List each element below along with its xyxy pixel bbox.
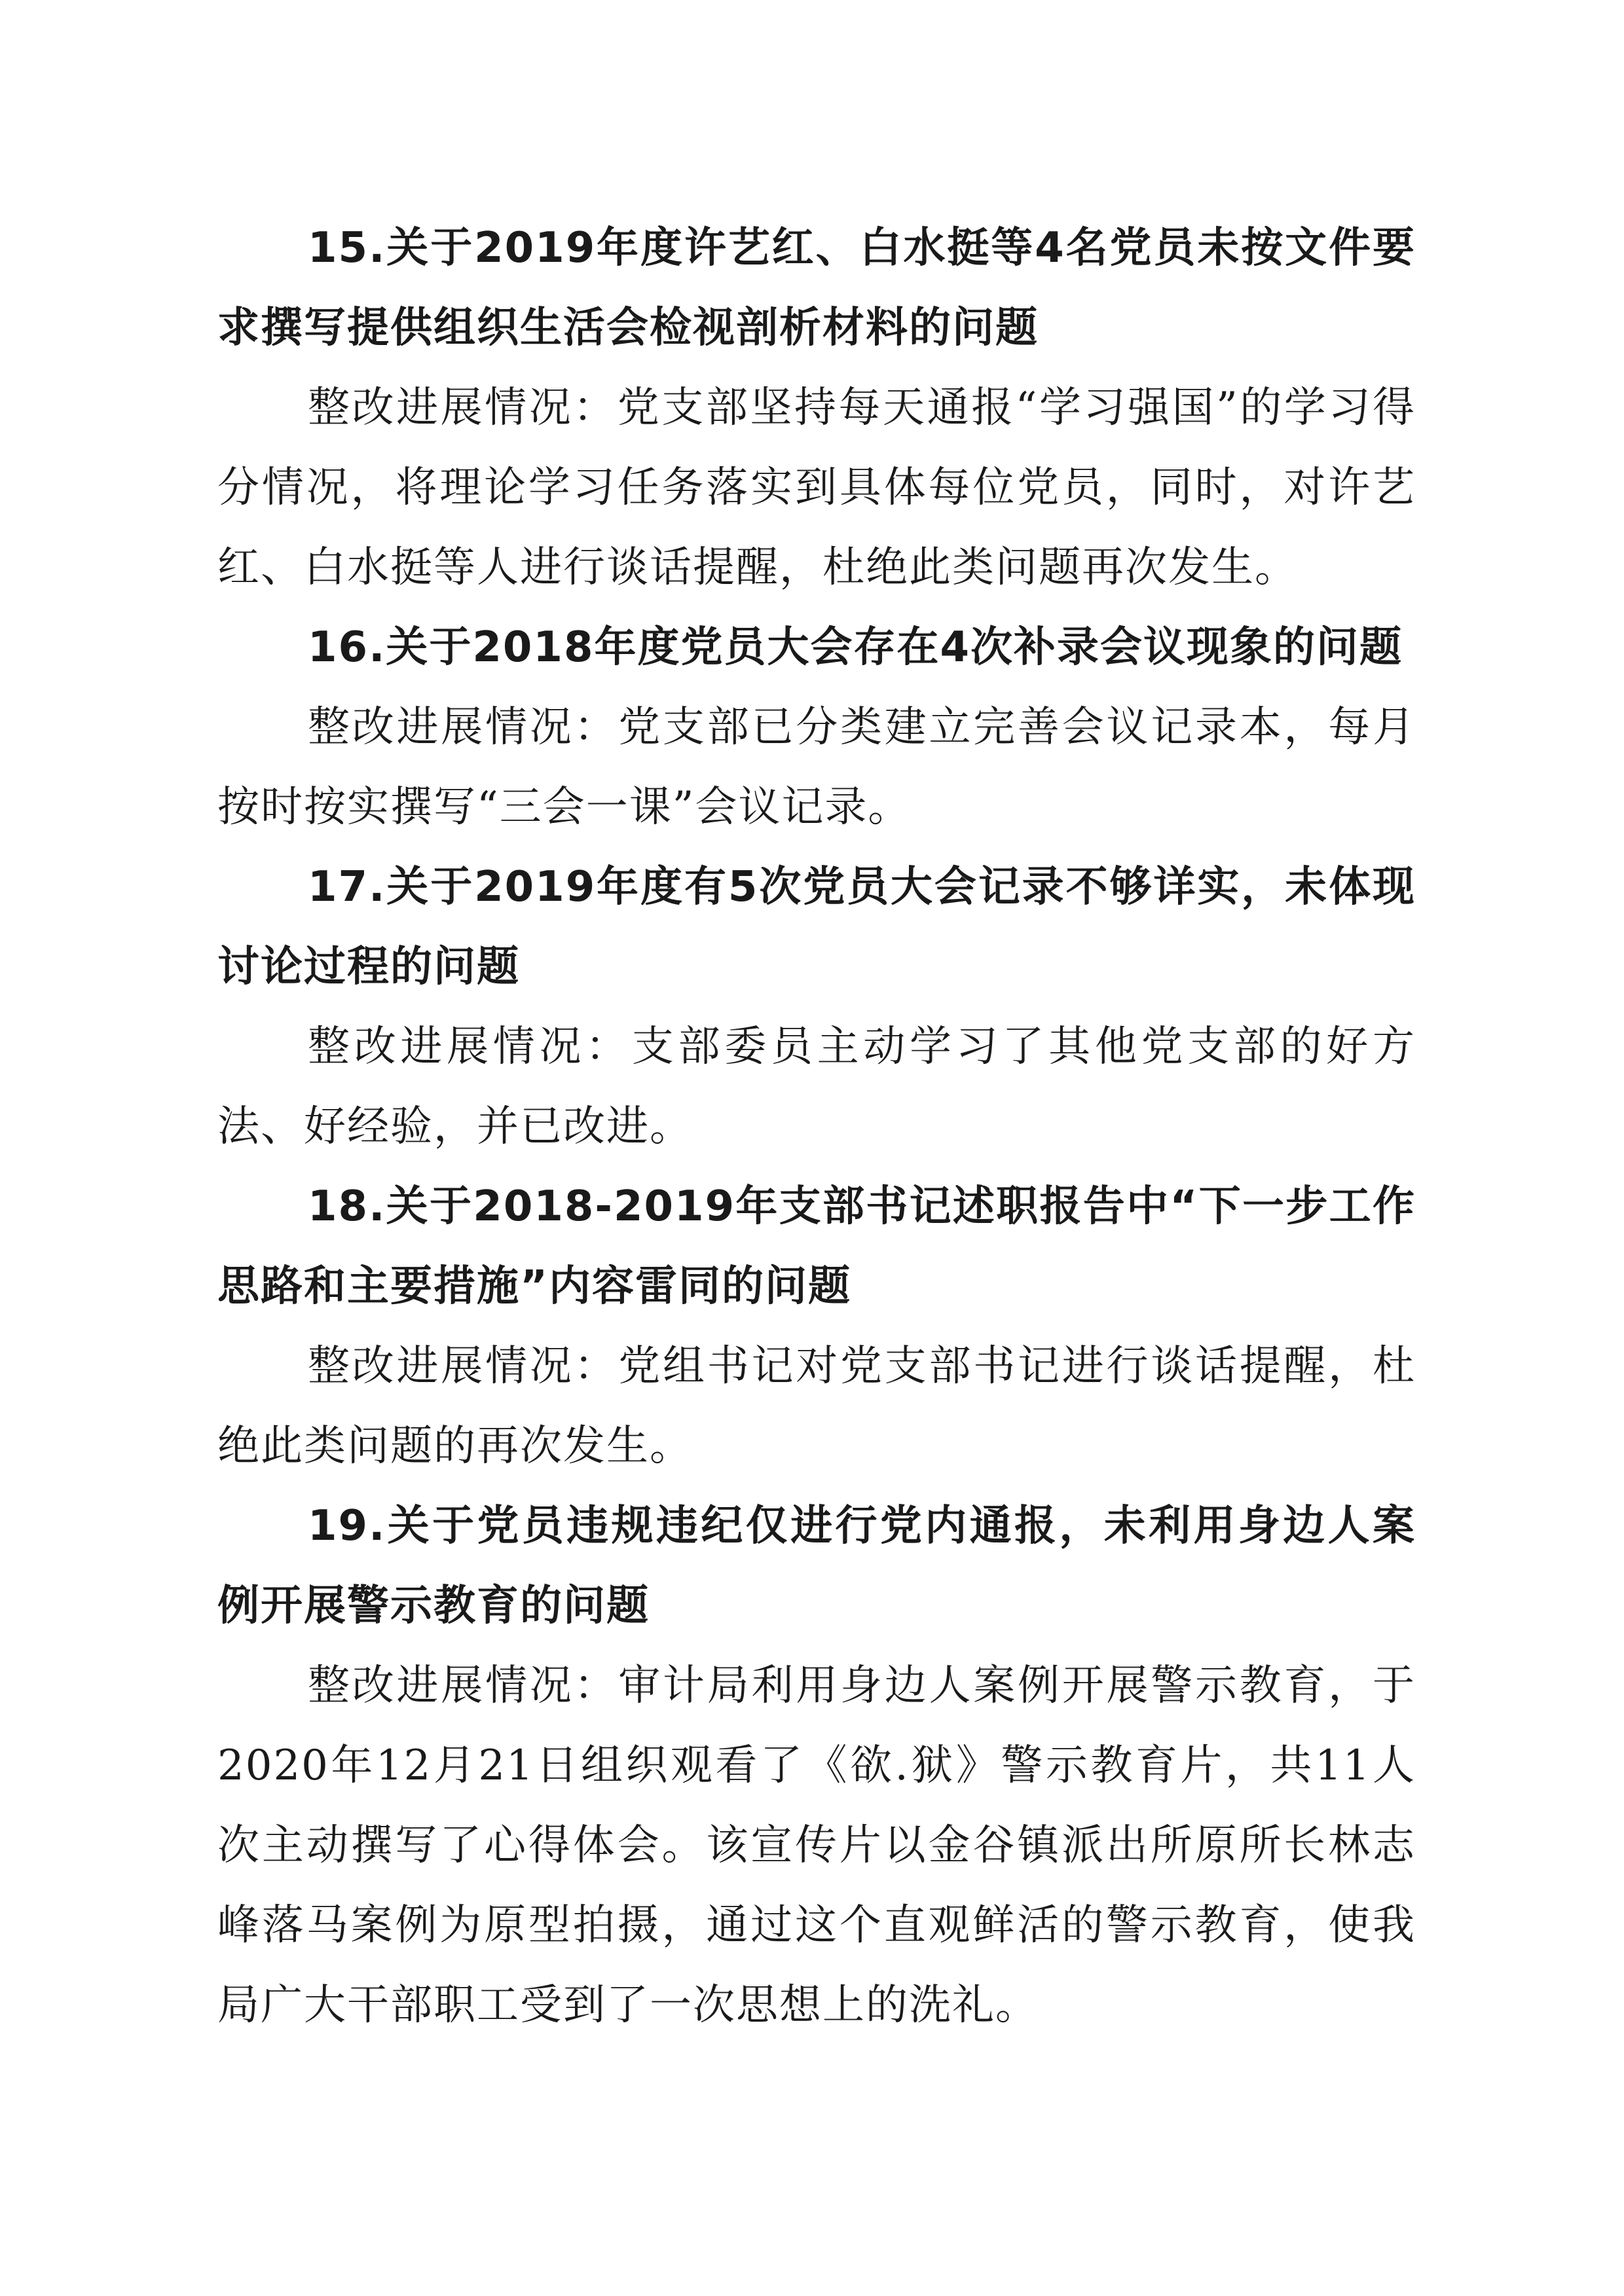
section-heading: 16.关于2018年度党员大会存在4次补录会议现象的问题 [308, 623, 1403, 672]
section-heading: 18.关于2018-2019年支部书记述职报告中“下一步工作思路和主要措施”内容雷同的问题 [217, 1182, 1416, 1311]
document-body [217, 208, 1416, 2045]
section-paragraph: 整改进展情况：审计局利用身边人案例开展警示教育，于2020年12月21日组织观看了《欲.狱》警示教育片，共11人次主动撰写了心得体会。该宣传片以金谷镇派出所原所长林志峰落马案例为原型拍摄，通过这个直观鲜活的警示教育，使我局广大干部职工受到了一次思想上的洗礼。 [217, 1662, 1416, 2030]
section-paragraph: 整改进展情况：党组书记对党支部书记进行谈话提醒，杜绝此类问题的再次发生。 [217, 1342, 1416, 1470]
section-16 [217, 608, 1416, 847]
section-18 [217, 1167, 1416, 1486]
section-17 [217, 847, 1416, 1167]
section-heading: 17.关于2019年度有5次党员大会记录不够详实，未体现讨论过程的问题 [217, 863, 1416, 991]
section-paragraph: 整改进展情况：党支部已分类建立完善会议记录本，每月按时按实撰写“三会一课”会议记录。 [217, 703, 1416, 831]
section-heading: 19.关于党员违规违纪仅进行党内通报，未利用身边人案例开展警示教育的问题 [217, 1502, 1416, 1630]
section-paragraph: 整改进展情况：支部委员主动学习了其他党支部的好方法、好经验，并已改进。 [217, 1023, 1416, 1151]
section-heading: 15.关于2019年度许艺红、白水挺等4名党员未按文件要求撰写提供组织生活会检视剖析材料的问题 [217, 224, 1416, 352]
section-19 [217, 1486, 1416, 2045]
section-paragraph: 整改进展情况：党支部坚持每天通报“学习强国”的学习得分情况，将理论学习任务落实到具体每位党员，同时，对许艺红、白水挺等人进行谈话提醒，杜绝此类问题再次发生。 [217, 384, 1416, 592]
section-15 [217, 208, 1416, 608]
